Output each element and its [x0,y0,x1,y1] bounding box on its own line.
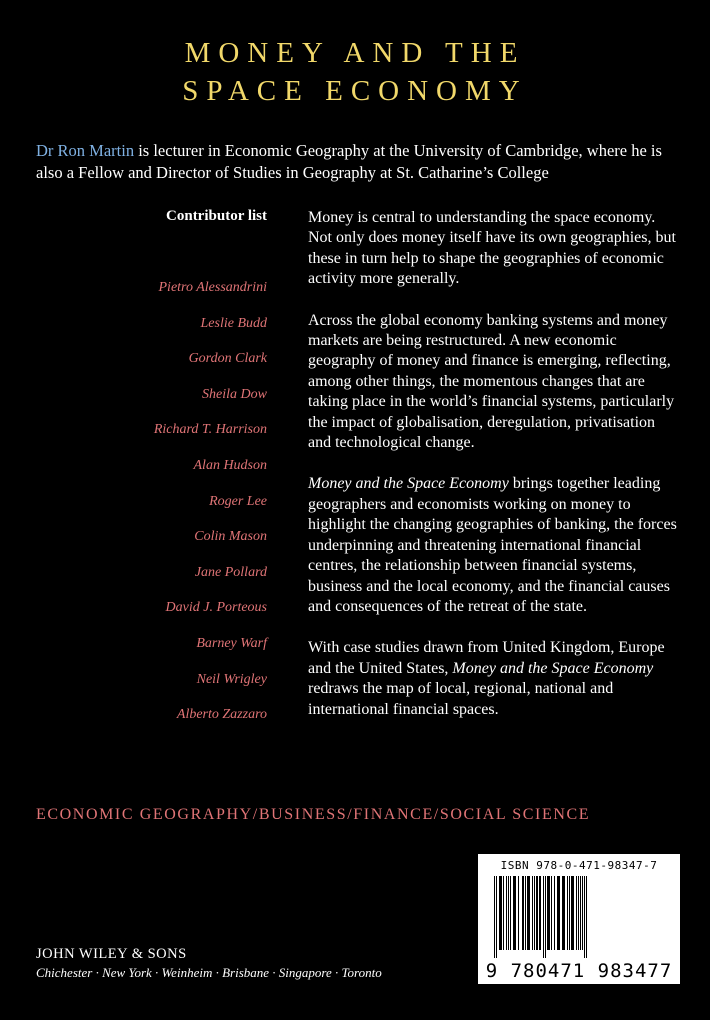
author-bio [36,140,686,184]
contributor-name: Sheila Dow [202,386,267,402]
subject-categories: ECONOMIC GEOGRAPHY/BUSINESS/FINANCE/SOCIAL SCIENCE [36,806,591,823]
publisher-name: JOHN WILEY & SONS [36,946,187,962]
title-line-2: SPACE ECONOMY [182,75,528,107]
book-title-italic: Money and the Space Economy [308,475,509,493]
contributor-list-heading: Contributor list [166,208,267,224]
book-description [308,208,678,741]
description-paragraph-4 [308,638,678,720]
contributor-name: Alan Hudson [193,457,267,473]
description-paragraph-4-end: redraws the map of local, regional, national and international financial spaces. [308,680,614,718]
contributor-list [154,278,267,741]
contributor-name: Pietro Alessandrini [158,280,267,295]
author-name: Dr Ron Martin [36,141,135,160]
isbn-label: ISBN 978-0-471-98347-7 [500,859,658,872]
isbn-barcode [478,854,680,984]
contributor-name: David J. Porteous [165,600,267,616]
contributor-name: Alberto Zazzaro [176,707,267,723]
publisher-cities: Chichester · New York · Weinheim · Brisbane · Singapore · Toronto [36,965,382,980]
description-paragraph-1: Money is central to understanding the space economy. Not only does money itself have its own geographies, but these in turn help to shape the geographies of economic activity more generally. [308,209,676,288]
barcode-bars-icon [492,876,666,958]
contributor-name: Richard T. Harrison [153,422,267,438]
description-paragraph-4-start: With case studies drawn from United Kingdom, Europe and the United States, [308,639,665,677]
book-title-italic: Money and the Space Economy [452,659,654,677]
contributor-name: Leslie Budd [200,315,267,331]
contributor-name: Colin Mason [194,529,267,545]
book-title [0,34,710,110]
description-paragraph-3-text: brings together leading geographers and economists working on money to highlight the changing geographies of banking, the forces underpinning and threatening international financial centres, the relationship between financial systems, business and the local economy, and the financial causes and consequences of the retreat of the state. [308,475,677,615]
title-line-1: MONEY AND THE [184,37,526,69]
author-bio-text: is lecturer in Economic Geography at the University of Cambridge, where he is also a Fellow and Director of Studies in Geography at St. Catharine’s College [36,141,662,182]
description-paragraph-3 [308,474,678,617]
contributor-name: Neil Wrigley [196,671,267,687]
contributor-name: Jane Pollard [194,564,267,580]
description-paragraph-2: Across the global economy banking systems and money markets are being restructured. A new economic geography of money and finance is emerging, reflecting, among other things, the momentous changes that are taking place in the world’s financial systems, particularly the impact of globalisation, deregulation, privatisation and technological change. [308,311,675,452]
contributor-name: Roger Lee [209,493,267,509]
contributor-name: Barney Warf [196,635,267,651]
barcode-digits: 9 780471 983477 [482,960,676,982]
contributor-name: Gordon Clark [188,351,267,367]
